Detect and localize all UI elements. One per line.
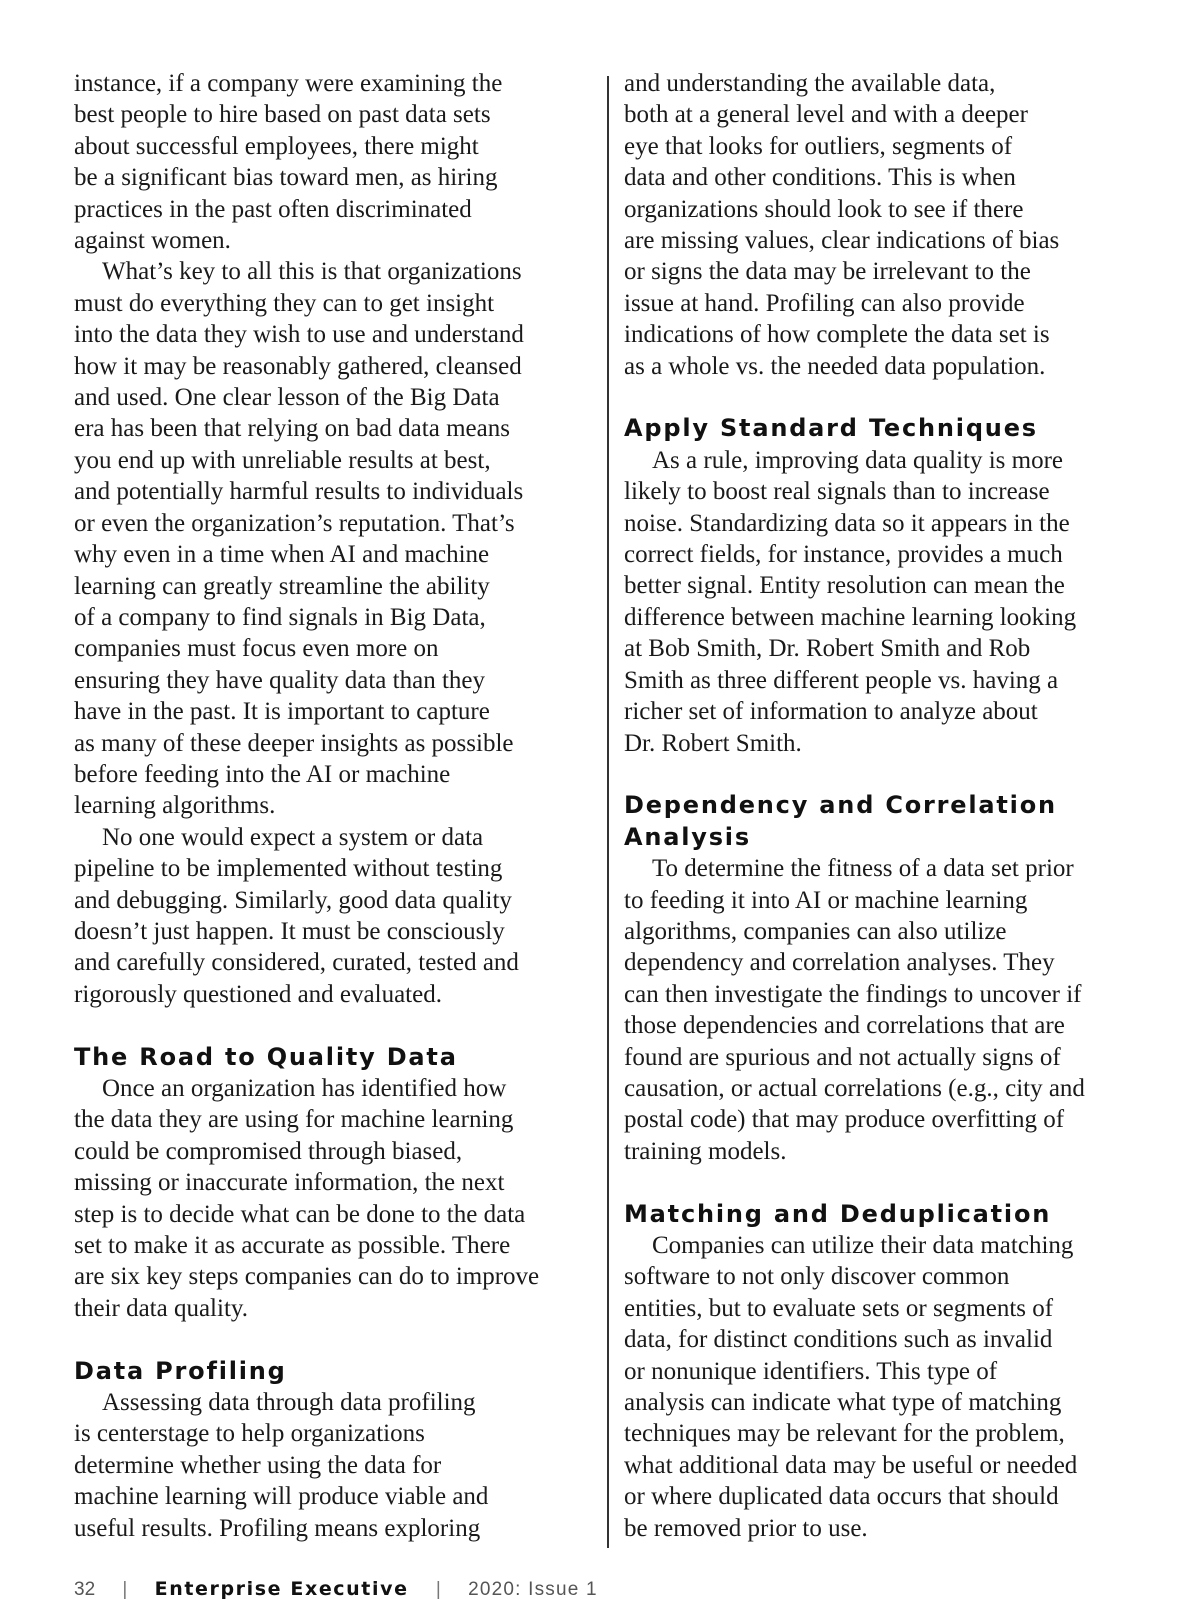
text-line: techniques may be relevant for the problem, bbox=[624, 1420, 1065, 1448]
text-line: entities, but to evaluate sets or segments of bbox=[624, 1294, 1054, 1322]
text-line: Smith as three different people vs. having a bbox=[624, 666, 1059, 694]
footer-separator: | bbox=[122, 1579, 128, 1600]
text-line: the data they are using for machine learning bbox=[74, 1106, 514, 1134]
section-spacer bbox=[624, 382, 1134, 413]
text-line: or where duplicated data occurs that should bbox=[624, 1483, 1059, 1511]
text-line: eye that looks for outliers, segments of bbox=[624, 132, 1013, 160]
text-line: must do everything they can to get insight bbox=[74, 289, 495, 317]
section-spacer bbox=[624, 759, 1134, 790]
left-column bbox=[74, 68, 574, 1544]
text-line: you end up with unreliable results at best, bbox=[74, 446, 491, 474]
text-line: difference between machine learning looking bbox=[624, 603, 1077, 631]
text-line: both at a general level and with a deeper bbox=[624, 101, 1028, 129]
section-spacer bbox=[74, 1324, 574, 1355]
text-line: or even the organization’s reputation. That’s bbox=[74, 509, 515, 537]
text-line: better signal. Entity resolution can mean the bbox=[624, 572, 1065, 600]
text-line: data and other conditions. This is when bbox=[624, 164, 1016, 192]
text-line: training models. bbox=[624, 1137, 787, 1165]
text-line: and used. One clear lesson of the Big Data bbox=[74, 384, 500, 412]
text-line: about successful employees, there might bbox=[74, 132, 479, 160]
text-line: of a company to find signals in Big Data, bbox=[74, 603, 486, 631]
text-line: indications of how complete the data set is bbox=[624, 321, 1050, 349]
text-line: to feeding it into AI or machine learning bbox=[624, 886, 1028, 914]
text-line: against women. bbox=[74, 227, 231, 255]
text-line: No one would expect a system or data bbox=[102, 823, 484, 851]
text-line: step is to decide what can be done to the data bbox=[74, 1200, 526, 1228]
text-line: postal code) that may produce overfitting of bbox=[624, 1106, 1065, 1134]
text-line: dependency and correlation analyses. They bbox=[624, 949, 1055, 977]
text-line: learning algorithms. bbox=[74, 792, 276, 820]
footer-separator: | bbox=[435, 1579, 441, 1600]
text-line: or nonunique identifiers. This type of bbox=[624, 1357, 998, 1385]
text-line: or signs the data may be irrelevant to the bbox=[624, 258, 1031, 286]
text-line: noise. Standardizing data so it appears in the bbox=[624, 509, 1070, 537]
paragraph bbox=[624, 853, 1134, 1167]
column-divider bbox=[607, 76, 609, 1548]
text-line: are missing values, clear indications of bias bbox=[624, 227, 1060, 255]
text-line: companies must focus even more on bbox=[74, 635, 439, 663]
text-line: and understanding the available data, bbox=[624, 70, 996, 97]
section-spacer bbox=[624, 1167, 1134, 1198]
text-line: before feeding into the AI or machine bbox=[74, 760, 451, 788]
page-number: 32 bbox=[74, 1579, 96, 1600]
section-heading: The Road to Quality Data bbox=[74, 1042, 458, 1071]
text-line: best people to hire based on past data sets bbox=[74, 101, 491, 129]
text-line: likely to boost real signals than to increase bbox=[624, 478, 1050, 506]
text-line: their data quality. bbox=[74, 1294, 249, 1322]
text-line: why even in a time when AI and machine bbox=[74, 541, 490, 569]
text-line: is centerstage to help organizations bbox=[74, 1420, 425, 1448]
section-heading: Data Profiling bbox=[74, 1356, 287, 1385]
paragraph bbox=[74, 68, 574, 256]
text-line: and carefully considered, curated, tested and bbox=[74, 949, 519, 977]
text-line: useful results. Profiling means exploring bbox=[74, 1514, 481, 1542]
text-line: at Bob Smith, Dr. Robert Smith and Rob bbox=[624, 635, 1031, 663]
text-line: richer set of information to analyze about bbox=[624, 698, 1038, 726]
text-line: found are spurious and not actually signs of bbox=[624, 1043, 1061, 1071]
text-line: correct fields, for instance, provides a much bbox=[624, 541, 1063, 569]
text-line: Assessing data through data profiling bbox=[102, 1389, 476, 1417]
text-line: era has been that relying on bad data means bbox=[74, 415, 510, 443]
paragraph bbox=[74, 822, 574, 1010]
text-line: issue at hand. Profiling can also provide bbox=[624, 289, 1025, 317]
text-line: can then investigate the findings to uncover if bbox=[624, 980, 1082, 1008]
section-heading: Dependency and Correlation bbox=[624, 791, 1057, 820]
text-line: To determine the fitness of a data set prior bbox=[652, 855, 1074, 883]
text-line: as a whole vs. the needed data population. bbox=[624, 352, 1046, 380]
text-line: rigorously questioned and evaluated. bbox=[74, 980, 442, 1008]
text-line: algorithms, companies can also utilize bbox=[624, 917, 1007, 945]
issue-label: 2020: Issue 1 bbox=[468, 1579, 598, 1600]
text-line: What’s key to all this is that organizations bbox=[102, 258, 522, 286]
right-column bbox=[624, 68, 1134, 1544]
text-line: Once an organization has identified how bbox=[102, 1074, 507, 1102]
text-line: learning can greatly streamline the ability bbox=[74, 572, 490, 600]
text-line: set to make it as accurate as possible. There bbox=[74, 1232, 511, 1260]
text-line: into the data they wish to use and understand bbox=[74, 321, 524, 349]
section-heading-continued: Analysis bbox=[624, 822, 751, 851]
text-line: As a rule, improving data quality is more bbox=[652, 446, 1064, 474]
text-line: how it may be reasonably gathered, cleansed bbox=[74, 352, 522, 380]
text-line: instance, if a company were examining the bbox=[74, 70, 503, 97]
paragraph bbox=[74, 1073, 574, 1324]
text-line: have in the past. It is important to capture bbox=[74, 698, 490, 726]
section-spacer bbox=[74, 1010, 574, 1041]
text-line: doesn’t just happen. It must be consciously bbox=[74, 917, 505, 945]
text-line: those dependencies and correlations that are bbox=[624, 1012, 1065, 1040]
text-line: ensuring they have quality data than they bbox=[74, 666, 485, 694]
text-line: and debugging. Similarly, good data quality bbox=[74, 886, 512, 914]
text-line: be a significant bias toward men, as hiring bbox=[74, 164, 498, 192]
text-line: what additional data may be useful or needed bbox=[624, 1451, 1078, 1479]
text-line: Dr. Robert Smith. bbox=[624, 729, 802, 757]
text-line: determine whether using the data for bbox=[74, 1451, 442, 1479]
text-line: missing or inaccurate information, the next bbox=[74, 1169, 505, 1197]
paragraph bbox=[74, 1387, 574, 1544]
text-line: as many of these deeper insights as possible bbox=[74, 729, 514, 757]
paragraph bbox=[624, 445, 1134, 759]
text-line: be removed prior to use. bbox=[624, 1514, 868, 1542]
text-line: practices in the past often discriminated bbox=[74, 195, 472, 223]
paragraph bbox=[624, 1230, 1134, 1544]
text-line: are six key steps companies can do to improve bbox=[74, 1263, 540, 1291]
paragraph bbox=[624, 68, 1134, 382]
text-line: and potentially harmful results to individuals bbox=[74, 478, 524, 506]
paragraph bbox=[74, 256, 574, 821]
text-line: could be compromised through biased, bbox=[74, 1137, 463, 1165]
text-line: causation, or actual correlations (e.g., city and bbox=[624, 1074, 1085, 1102]
section-heading: Matching and Deduplication bbox=[624, 1199, 1052, 1228]
text-line: pipeline to be implemented without testing bbox=[74, 855, 503, 883]
text-line: organizations should look to see if there bbox=[624, 195, 1024, 223]
publication-name: Enterprise Executive bbox=[154, 1578, 409, 1600]
text-line: machine learning will produce viable and bbox=[74, 1483, 489, 1511]
section-heading: Apply Standard Techniques bbox=[624, 414, 1038, 443]
text-line: software to not only discover common bbox=[624, 1263, 1010, 1291]
page-footer bbox=[74, 1578, 598, 1601]
text-line: Companies can utilize their data matching bbox=[652, 1231, 1074, 1259]
text-line: data, for distinct conditions such as invalid bbox=[624, 1326, 1053, 1354]
text-line: analysis can indicate what type of matching bbox=[624, 1389, 1062, 1417]
